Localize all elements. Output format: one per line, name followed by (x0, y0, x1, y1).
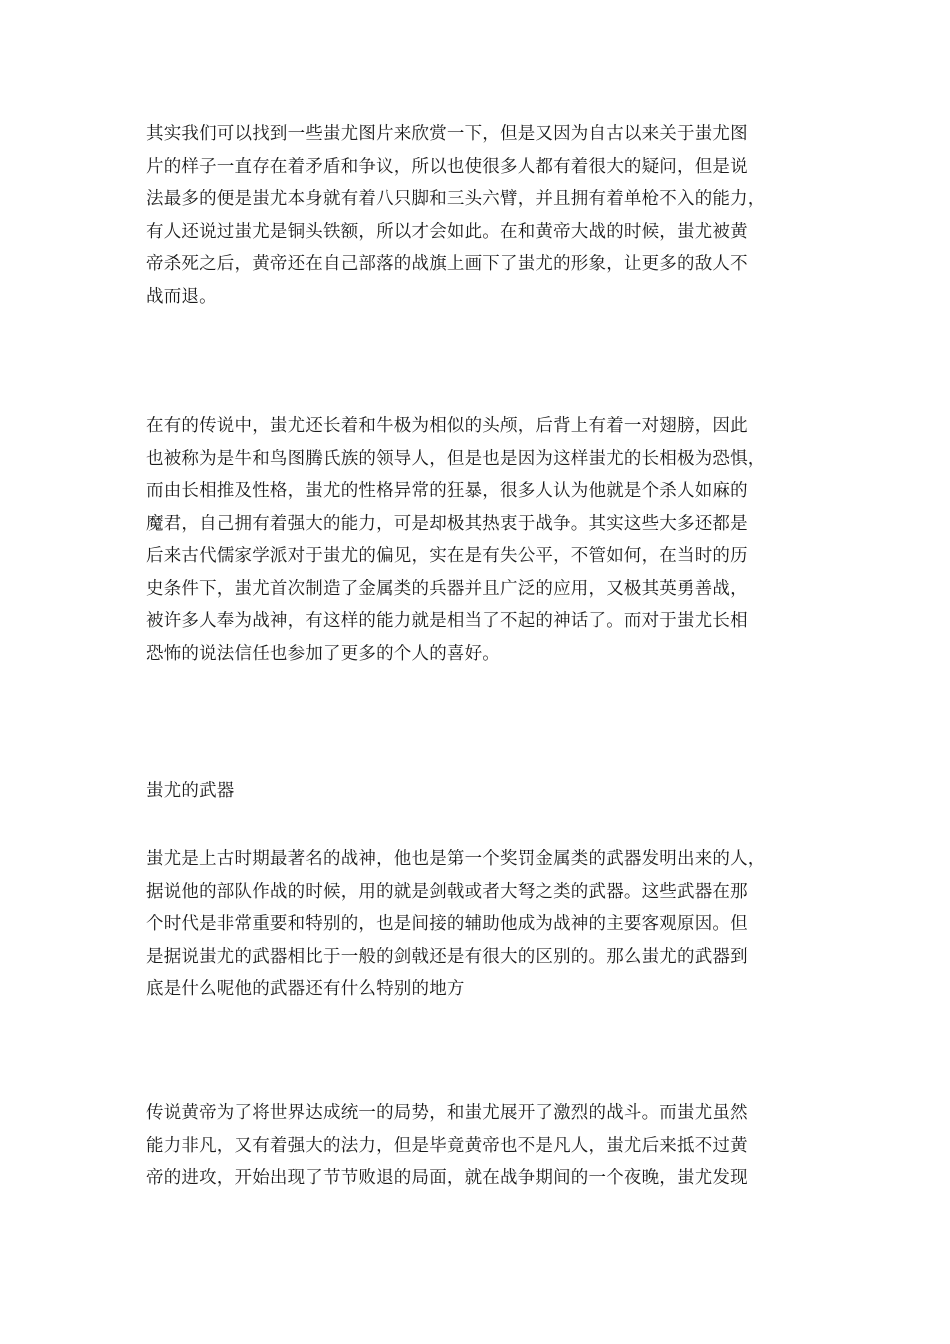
section-heading: 蚩尤的武器 (146, 781, 235, 801)
text-line: 底是什么呢他的武器还有什么特别的地方 (146, 979, 465, 999)
text-line: 史条件下，蚩尤首次制造了金属类的兵器并且广泛的应用，又极其英勇善战， (146, 578, 748, 599)
text-line: 魔君，自己拥有着强大的能力，可是却极其热衷于战争。其实这些大多还都是 (146, 513, 748, 534)
text-line: 据说他的部队作战的时候，用的就是剑戟或者大弩之类的武器。这些武器在那 (146, 881, 748, 902)
paragraph-legend (146, 410, 826, 670)
text-line: 蚩尤是上古时期最著名的战神，他也是第一个奖罚金属类的武器发明出来的人， (146, 849, 766, 869)
text-line: 在有的传说中，蚩尤还长着和牛极为相似的头颅，后背上有着一对翅膀，因此 (146, 416, 748, 436)
text-line: 被许多人奉为战神，有这样的能力就是相当了不起的神话了。而对于蚩尤长相 (146, 611, 748, 631)
paragraph-pictures (146, 118, 826, 313)
text-line: 是据说蚩尤的武器相比于一般的剑戟还是有很大的区别的。那么蚩尤的武器到 (146, 946, 748, 967)
text-line: 其实我们可以找到一些蚩尤图片来欣赏一下，但是又因为自古以来关于蚩尤图 (146, 124, 748, 144)
text-line: 战而退。 (146, 286, 217, 307)
section-heading-weapons (146, 775, 826, 808)
text-line: 帝的进攻，开始出现了节节败退的局面，就在战争期间的一个夜晚，蚩尤发现 (146, 1168, 748, 1188)
text-line: 也被称为是牛和鸟图腾氏族的领导人，但是也是因为这样蚩尤的长相极为恐惧， (146, 448, 766, 469)
text-line: 帝杀死之后，黄帝还在自己部落的战旗上画下了蚩尤的形象，让更多的敌人不 (146, 254, 748, 274)
text-line: 片的样子一直存在着矛盾和争议，所以也使很多人都有着很大的疑问，但是说 (146, 156, 748, 177)
text-line: 能力非凡，又有着强大的法力，但是毕竟黄帝也不是凡人，蚩尤后来抵不过黄 (146, 1135, 748, 1156)
paragraph-battle (146, 1097, 826, 1195)
text-line: 个时代是非常重要和特别的，也是间接的辅助他成为战神的主要客观原因。但 (146, 914, 748, 934)
text-line: 法最多的便是蚩尤本身就有着八只脚和三头六臂，并且拥有着单枪不入的能力， (146, 189, 766, 209)
text-line: 有人还说过蚩尤是铜头铁额，所以才会如此。在和黄帝大战的时候，蚩尤被黄 (146, 221, 748, 242)
text-line: 后来古代儒家学派对于蚩尤的偏见，实在是有失公平，不管如何，在当时的历 (146, 546, 748, 566)
text-line: 而由长相推及性格，蚩尤的性格异常的狂暴，很多人认为他就是个杀人如麻的 (146, 481, 748, 501)
text-line: 恐怖的说法信任也参加了更多的个人的喜好。 (146, 643, 500, 664)
text-line: 传说黄帝为了将世界达成统一的局势，和蚩尤展开了激烈的战斗。而蚩尤虽然 (146, 1103, 748, 1123)
paragraph-weapons (146, 843, 826, 1006)
